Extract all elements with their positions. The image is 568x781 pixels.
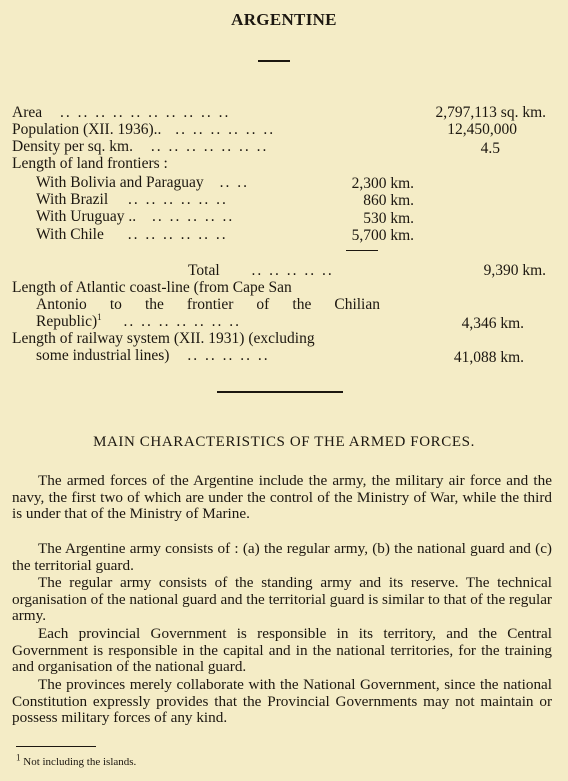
section-rule: [217, 391, 343, 393]
footnote-rule: [16, 746, 96, 747]
railway-line-2-row: [36, 347, 270, 364]
frontier-dots: .. .. .. .. .. ..: [127, 226, 228, 243]
frontier-label: With Brazil: [36, 191, 109, 208]
coast-line-3-row: [36, 313, 241, 330]
footnote-text: Not including the islands.: [23, 756, 137, 768]
coast-value: 4,346 km.: [461, 315, 524, 332]
frontier-label: With Uruguay ..: [36, 208, 137, 225]
coast-line-1: Length of Atlantic coast-line (from Cape San: [12, 279, 292, 296]
page-title: ARGENTINE: [231, 10, 337, 29]
frontier-row: [36, 226, 228, 243]
population-label: Population (XII. 1936)..: [12, 121, 162, 138]
frontier-dots: .. .. .. .. ..: [151, 208, 235, 225]
frontier-value: 530 km.: [363, 210, 414, 227]
section-heading: MAIN CHARACTERISTICS OF THE ARMED FORCES.: [93, 434, 475, 450]
footnote-reference: 1: [97, 311, 102, 322]
frontier-value: 2,300 km.: [351, 175, 414, 192]
title-rule: [258, 60, 290, 62]
frontier-row: [36, 191, 228, 208]
frontier-row: [36, 208, 234, 225]
total-row: [188, 262, 334, 279]
area-label: Area: [12, 104, 43, 121]
railway-line-2: some industrial lines): [36, 347, 170, 364]
population-dots: .. .. .. .. .. ..: [175, 121, 276, 138]
footnote-marker: 1: [16, 752, 21, 763]
area-row: [12, 104, 230, 121]
frontier-label: With Bolivia and Paraguay: [36, 174, 204, 191]
density-dots: .. .. .. .. .. .. ..: [150, 138, 269, 155]
frontier-dots: .. ..: [219, 174, 249, 191]
total-value: 9,390 km.: [483, 262, 546, 279]
frontier-label: With Chile: [36, 226, 104, 243]
density-label: Density per sq. km.: [12, 138, 133, 155]
paragraph: The provinces merely collaborate with the National Government, since the national Constitution expressly provides that the Provincial Governments may not maintain or possess military forces of any kind.: [12, 676, 552, 727]
density-row: [12, 138, 268, 155]
population-row: [12, 121, 275, 138]
paragraph: The Argentine army consists of : (a) the regular army, (b) the national guard and (c) the territorial guard.: [12, 540, 552, 574]
total-label: Total: [188, 262, 220, 279]
footnote: [16, 752, 137, 768]
coast-dots: .. .. .. .. .. .. ..: [123, 313, 241, 330]
total-dots: .. .. .. .. ..: [251, 262, 334, 279]
frontier-value: 5,700 km.: [351, 227, 414, 244]
coast-line-2: Antonio to the frontier of the Chilian: [36, 296, 380, 313]
population-value: 12,450,000: [447, 121, 517, 138]
railway-value: 41,088 km.: [453, 349, 524, 366]
paragraph: The regular army consists of the standing army and its reserve. The technical organisation of the national guard and the territorial guard is similar to that of the regular army.: [12, 574, 552, 625]
frontier-row: [36, 174, 249, 191]
area-dots: .. .. .. .. .. .. .. .. .. ..: [60, 104, 231, 121]
frontiers-heading: Length of land frontiers :: [12, 155, 168, 172]
paragraph: Each provincial Government is responsible in its territory, and the Central Government is responsible in the capital and in the national territories, for the training and organisation of the national guard.: [12, 625, 552, 676]
density-value: 4.5: [480, 140, 500, 157]
railway-line-1: Length of railway system (XII. 1931) (excluding: [12, 330, 315, 347]
frontier-value: 860 km.: [363, 192, 414, 209]
subtotal-rule: [346, 250, 378, 251]
railway-dots: .. .. .. .. ..: [187, 347, 270, 364]
frontier-dots: .. .. .. .. .. ..: [128, 191, 228, 208]
coast-line-3: Republic): [36, 313, 98, 330]
paragraph: The armed forces of the Argentine include the army, the military air force and the navy, the first two of which are under the control of the Ministry of War, while the third is under that of the Ministry of Marine.: [12, 472, 552, 523]
area-value: 2,797,113 sq. km.: [435, 104, 546, 121]
